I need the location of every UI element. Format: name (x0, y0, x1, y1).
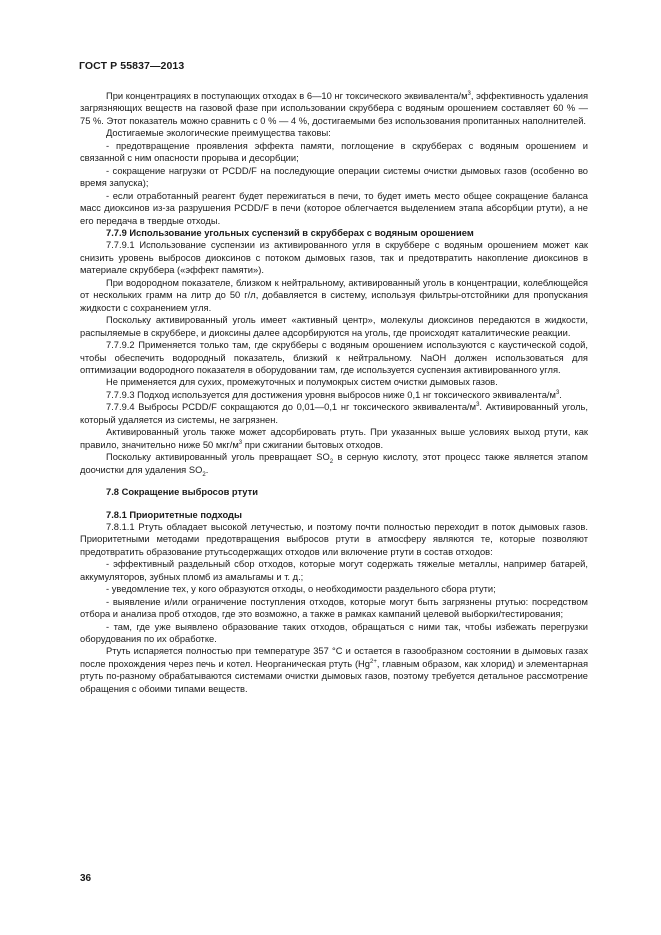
paragraph: 7.8.1.1 Ртуть обладает высокой летучестью, и поэтому почти полностью переходит в поток дымовых газов. Приоритетными методами предотвращения выбросов ртути в атмосферу являются те, которые позволяют предотвратить образование ртутьсодержащих отходов или включение ртути в состав отходов: (80, 521, 588, 557)
page-number: 36 (80, 873, 92, 884)
subsection-heading: 7.8.1 Приоритетные подходы (106, 509, 242, 520)
list-item: - эффективный раздельный сбор отходов, которые могут содержать тяжелые металлы, например батарей, аккумуляторов, зубных пломб из амальгамы и т. д.; (80, 559, 588, 582)
spacer (80, 476, 588, 486)
paragraph: Поскольку активированный уголь превращает $SO_2$ в серную кислоту, этот процесс также является этапом доочистки для удаления $SO_2$. (80, 452, 588, 478)
list-item: - сокращение нагрузки от PCDD/F на последующие операции системы очистки дымовых газов (особенно во время запуска); (80, 165, 588, 189)
paragraph: Активированный уголь также может адсорбировать ртуть. При указанных выше условиях выход ртути, как правило, значительно ниже 50 мкг/$м^3$ при сжигании бытовых отходов. (80, 427, 588, 450)
section-heading: 7.8 Сокращение выбросов ртути (106, 487, 258, 498)
paragraph: При водородном показателе, близком к нейтральному, активированный уголь в концентрации, колеблющейся от нескольких грамм на литр до 50 г/л, добавляется в систему, используя фильтры-отстойники для пропускания жидкости с сохранением угля. (80, 277, 588, 313)
section-heading: 7.7.9 Использование угольных суспензий в скрубберах с водяным орошением (106, 227, 474, 238)
document-body (80, 90, 588, 695)
spacer (80, 499, 588, 509)
paragraph: Достигаемые экологические преимущества таковы: (106, 128, 331, 139)
paragraph: Ртуть испаряется полностью при температуре 357 °С и остается в газообразном состоянии в дымовых газах после прохождения через печь и котел. Неорганическая ртуть ($Hg^{2+}$, главным образом, как хлорид) и элементарная ртуть по-разному обрабатываются системами очистки дымовых газов, поэтому требуется детальное рассмотрение обращения с обоими типами веществ. (80, 646, 589, 694)
list-item: - предотвращение проявления эффекта памяти, поглощение в скрубберах с водяным орошением и связанной с ним опасности прорыва и десорбции; (80, 140, 588, 164)
paragraph: 7.7.9.4 Выбросы PCDD/F сокращаются до 0,01—0,1 нг токсического эквивалента/$м^3$. Активированный уголь, который удаляется из системы, не загрязнен. (80, 402, 588, 425)
page-header: ГОСТ Р 55837—2013 (79, 60, 185, 72)
paragraph: 7.7.9.1 Использование суспензии из активированного угля в скруббере с водяным орошением может как снизить уровень выбросов диоксинов с потоком дымовых газов, так и предотвратить накопление диоксинов в материале скруббера («эффект памяти»). (80, 240, 588, 276)
paragraph: 7.7.9.3 Подход используется для достижения уровня выбросов ниже 0,1 нг токсического эквивалента/$м^3$. (106, 389, 562, 400)
paragraph: 7.7.9.2 Применяется только там, где скрубберы с водяным орошением используются с каустической содой, чтобы обеспечить водородный показатель, близкий к нейтральному. NaOH должен использоваться для оптимизации водородного показателя в оборудовании там, где используется суспензия активированного угля. (80, 340, 588, 375)
paragraph: Поскольку активированный уголь имеет «активный центр», молекулы диоксинов передаются в жидкости, распыляемые в скруббере, и диоксины далее адсорбируются на уголь, где происходят каталитические реакции. (80, 315, 588, 338)
list-item: - выявление и/или ограничение поступления отходов, которые могут быть загрязнены ртутью: посредством отбора и анализа проб отходов, где это возможно, а также в рамках кампаний целевой выборки/тестирования; (80, 596, 588, 620)
paragraph: При концентрациях в поступающих отходах в 6—10 нг токсического эквивалента/$м^3$, эффективность удаления загрязняющих веществ на газовой фазе при использовании скруббера с водяным орошением составляет 60 % — 75 %. Этот показатель можно сравнить с 0 % — 4 %, достигаемыми без использования пропитанных наполнителей. (80, 90, 588, 126)
paragraph: Не применяется для сухих, промежуточных и полумокрых систем очистки дымовых газов. (106, 377, 498, 388)
list-item: - там, где уже выявлено образование таких отходов, обращаться с ними так, чтобы избежать перегрузки оборудования по их обработке. (80, 621, 588, 645)
list-item: - уведомление тех, у кого образуются отходы, о необходимости раздельного сбора ртути; (106, 584, 496, 595)
list-item: - если отработанный реагент будет пережигаться в печи, то будет иметь место общее сокращение баланса масс диоксинов из-за разрушения PCDD/F в печи (которое облегчается выделением этапа абсорбции ртути), а не его передача в твердые отходы. (80, 190, 588, 226)
